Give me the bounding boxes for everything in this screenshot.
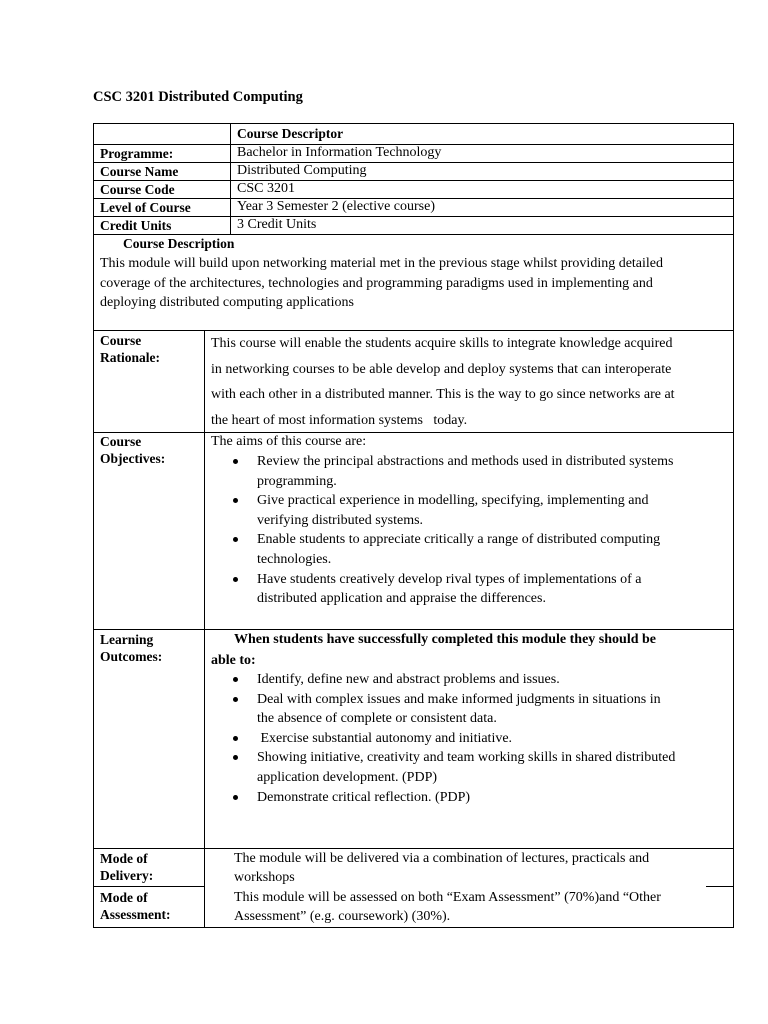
table-heading: Course Descriptor <box>237 126 344 141</box>
bullet-icon <box>233 577 238 582</box>
assessment-label: Mode of Assessment: <box>100 890 171 922</box>
rationale-label: Course Rationale: <box>100 333 160 365</box>
table-divider <box>204 330 205 928</box>
bullet-icon <box>233 755 238 760</box>
objectives-intro: The aims of this course are: <box>211 434 367 449</box>
list-item: Deal with complex issues and make informed judgments in situations in the absence of complete or consistent data. <box>211 690 731 729</box>
row-label-programme: Programme: <box>100 146 174 161</box>
list-item: Exercise substantial autonomy and initiative. <box>211 729 731 749</box>
bullet-icon <box>233 697 238 702</box>
table-divider <box>93 886 205 887</box>
document-title: CSC 3201 Distributed Computing <box>93 89 303 105</box>
row-value-programme: Bachelor in Information Technology <box>237 145 442 160</box>
table-divider <box>706 886 734 887</box>
row-label-course-code: Course Code <box>100 182 175 197</box>
objectives-label: Course Objectives: <box>100 434 166 466</box>
rationale-line: This course will enable the students acquire skills to integrate knowledge acquired <box>211 336 673 351</box>
description-heading: Course Description <box>123 236 235 251</box>
table-divider <box>93 162 734 163</box>
table-divider <box>230 123 231 235</box>
bullet-icon <box>233 459 238 464</box>
assessment-text: This module will be assessed on both “Exam Assessment” (70%)and “Other Assessment” (e.g. coursework) (30%). <box>234 890 661 924</box>
row-value-level: Year 3 Semester 2 (elective course) <box>237 199 436 214</box>
row-label-level: Level of Course <box>100 200 191 215</box>
delivery-text: The module will be delivered via a combination of lectures, practicals and workshops <box>234 851 650 885</box>
rationale-line: in networking courses to be able develop and deploy systems that can interoperate <box>211 361 672 377</box>
list-item: Give practical experience in modelling, specifying, implementing and verifying distributed systems. <box>211 491 731 530</box>
course-descriptor-table <box>93 123 734 235</box>
list-item: Enable students to appreciate critically a range of distributed computing technologies. <box>211 530 731 569</box>
rationale-line: the heart of most information systems today. <box>211 412 468 428</box>
rationale-text <box>211 331 675 433</box>
row-value-credit-units: 3 Credit Units <box>237 217 317 232</box>
list-item: Identify, define new and abstract problems and issues. <box>211 670 731 690</box>
table-divider <box>93 180 734 181</box>
description-line: This module will build upon networking material met in the previous stage whilst providing detailed <box>100 256 664 271</box>
list-item: Demonstrate critical reflection. (PDP) <box>211 788 731 808</box>
row-value-course-name: Distributed Computing <box>237 163 367 178</box>
row-label-credit-units: Credit Units <box>100 218 172 233</box>
list-item: Review the principal abstractions and methods used in distributed systems programming. <box>211 452 731 491</box>
description-line: deploying distributed computing applications <box>100 295 354 310</box>
bullet-icon <box>233 498 238 503</box>
objectives-list <box>211 452 731 609</box>
rationale-line: with each other in a distributed manner. This is the way to go since networks are at <box>211 387 675 402</box>
outcomes-intro: When students have successfully completed this module they should be able to: <box>211 632 656 668</box>
list-item: Have students creatively develop rival types of implementations of a distributed application and appraise the differences. <box>211 570 731 609</box>
list-item: Showing initiative, creativity and team working skills in shared distributed application development. (PDP) <box>211 748 731 787</box>
delivery-label: Mode of Delivery: <box>100 851 154 883</box>
table-divider <box>93 216 734 217</box>
bullet-icon <box>233 537 238 542</box>
bullet-icon <box>233 795 238 800</box>
outcomes-label: Learning Outcomes: <box>100 632 163 664</box>
outcomes-list <box>211 670 731 807</box>
bullet-icon <box>233 736 238 741</box>
row-value-course-code: CSC 3201 <box>237 181 295 196</box>
description-line: coverage of the architectures, technologies and programming paradigms used in implementing and <box>100 275 653 291</box>
description-text <box>100 254 663 313</box>
bullet-icon <box>233 677 238 682</box>
row-label-course-name: Course Name <box>100 164 179 179</box>
